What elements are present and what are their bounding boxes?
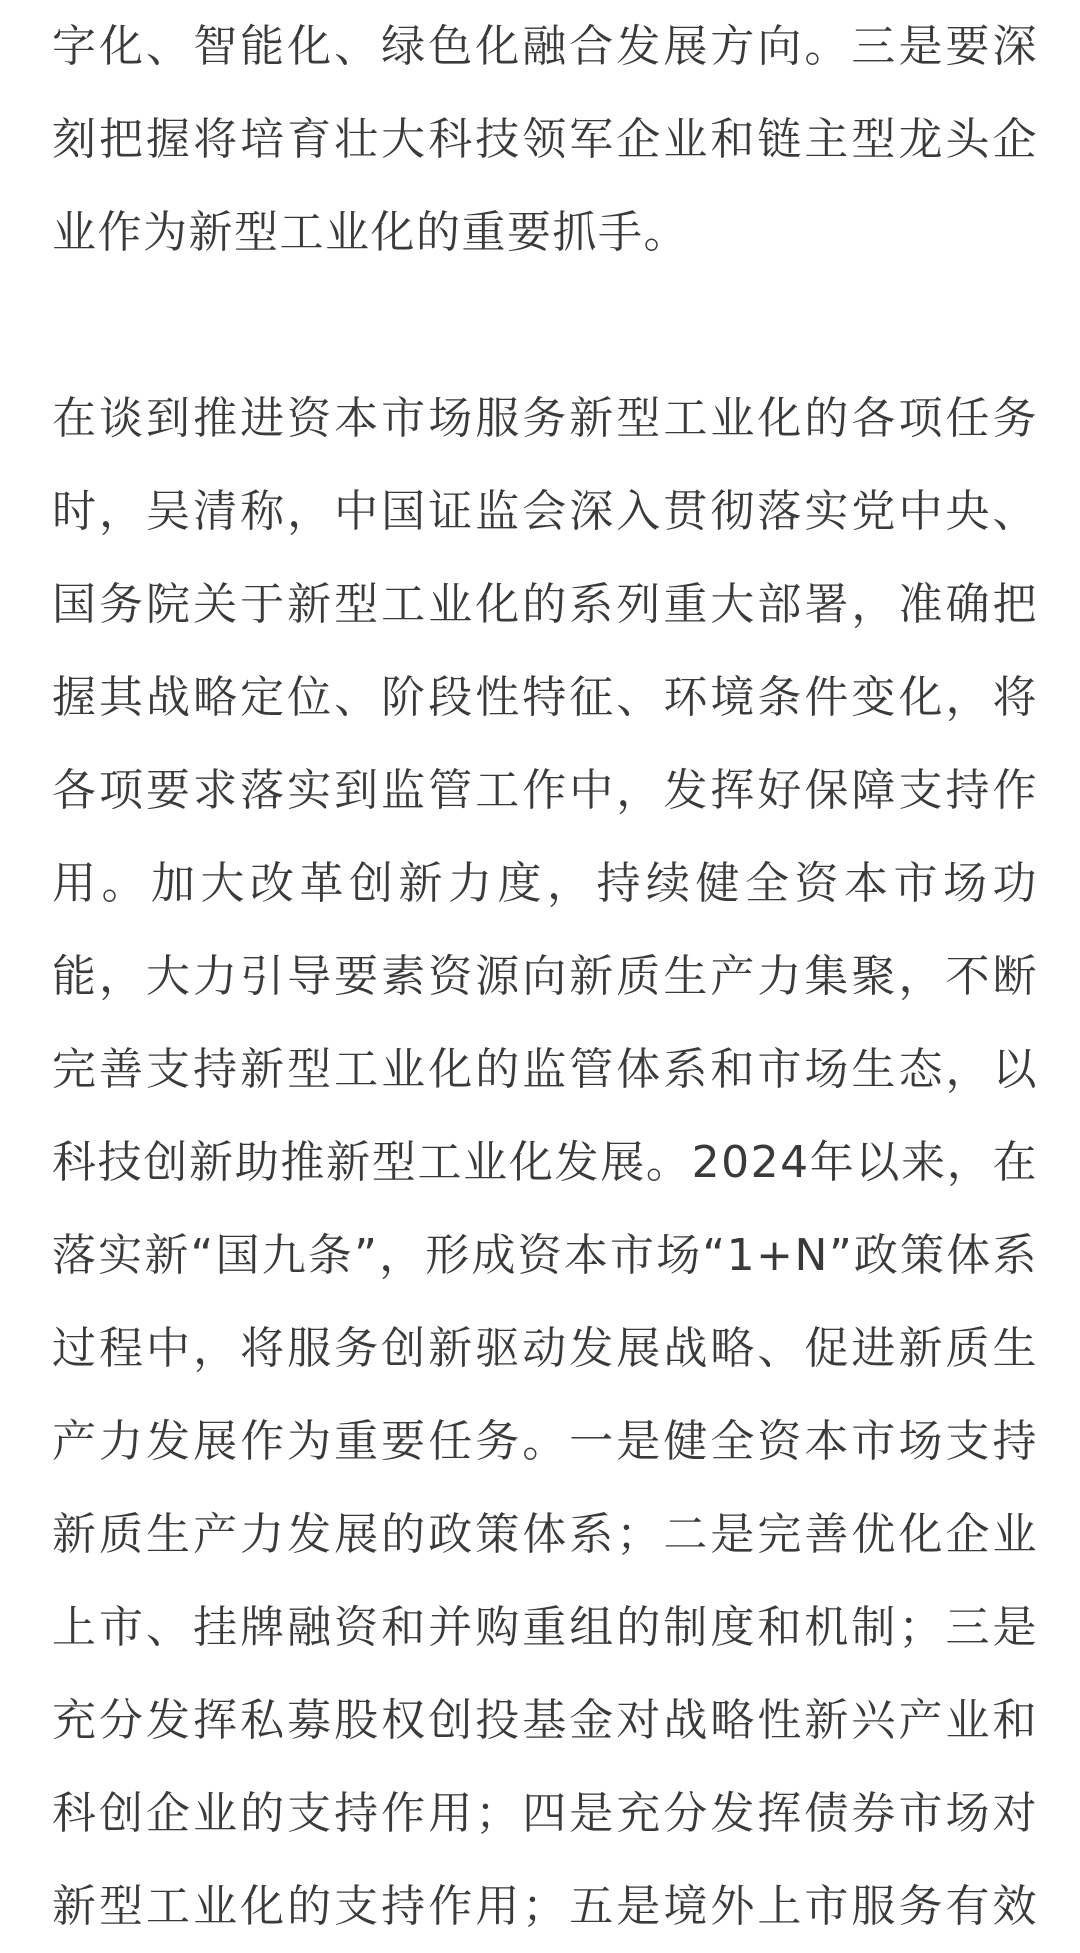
paragraph-1 <box>52 0 1038 279</box>
paragraph-2 <box>52 372 1038 1953</box>
text-line: 刻把握将培育壮大科技领军企业和链主型龙头企 <box>52 114 1038 165</box>
text-line: 科技创新助推新型工业化发展。2024年以来，在 <box>52 1137 1038 1188</box>
text-line: 国务院关于新型工业化的系列重大部署，准确把 <box>52 579 1038 630</box>
text-line: 在谈到推进资本市场服务新型工业化的各项任务 <box>52 393 1038 444</box>
text-line: 字化、智能化、绿色化融合发展方向。三是要深 <box>52 21 1038 72</box>
text-line: 各项要求落实到监管工作中，发挥好保障支持作 <box>52 765 1038 816</box>
text-line: 用。加大改革创新力度，持续健全资本市场功 <box>52 858 1038 909</box>
text-line: 业作为新型工业化的重要抓手。 <box>52 207 689 258</box>
text-line: 握其战略定位、阶段性特征、环境条件变化，将 <box>52 672 1038 723</box>
text-line: 能，大力引导要素资源向新质生产力集聚，不断 <box>52 951 1038 1002</box>
text-line: 充分发挥私募股权创投基金对战略性新兴产业和 <box>52 1695 1038 1746</box>
text-line: 科创企业的支持作用；四是充分发挥债券市场对 <box>52 1788 1038 1839</box>
text-line: 完善支持新型工业化的监管体系和市场生态，以 <box>52 1044 1038 1095</box>
text-line: 新型工业化的支持作用；五是境外上市服务有效 <box>52 1881 1038 1932</box>
text-line: 新质生产力发展的政策体系；二是完善优化企业 <box>52 1509 1038 1560</box>
paragraph-gap <box>52 279 1038 372</box>
text-line: 产力发展作为重要任务。一是健全资本市场支持 <box>52 1416 1038 1467</box>
text-line: 时，吴清称，中国证监会深入贯彻落实党中央、 <box>52 486 1038 537</box>
text-line: 上市、挂牌融资和并购重组的制度和机制；三是 <box>52 1602 1038 1653</box>
article-body <box>52 0 1038 1953</box>
text-line: 过程中，将服务创新驱动发展战略、促进新质生 <box>52 1323 1038 1374</box>
text-line: 落实新“国九条”，形成资本市场“1+N”政策体系 <box>52 1230 1038 1281</box>
